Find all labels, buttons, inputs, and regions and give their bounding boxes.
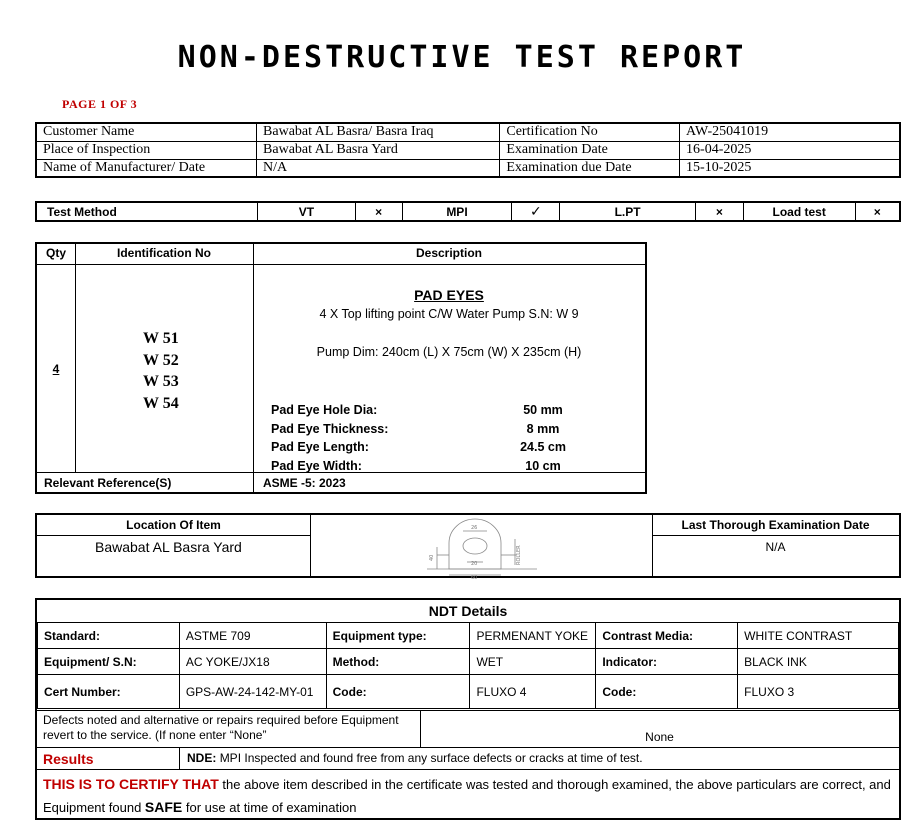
info-row xyxy=(36,159,900,177)
ndt-value: GPS-AW-24-142-MY-01 xyxy=(179,675,326,709)
method-vt-mark: × xyxy=(355,202,402,221)
id-item: W 53 xyxy=(143,373,179,390)
qty-value: 4 xyxy=(52,362,60,376)
ndt-value: PERMENANT YOKE xyxy=(470,623,596,649)
ndt-label: Equipment/ S.N: xyxy=(38,649,180,675)
ndt-label: Code: xyxy=(326,675,470,709)
ndt-label: Code: xyxy=(596,675,738,709)
ndt-value: FLUXO 4 xyxy=(470,675,596,709)
certify-safe: SAFE xyxy=(144,799,183,815)
svg-text:ROLLER: ROLLER xyxy=(516,545,522,565)
reference-label: Relevant Reference(S) xyxy=(44,476,172,490)
id-item: W 51 xyxy=(143,330,179,347)
results-label: Results xyxy=(43,751,94,767)
description-header: Description xyxy=(415,246,482,260)
ndt-value: WHITE CONTRAST xyxy=(738,623,899,649)
qty-header: Qty xyxy=(45,246,66,260)
svg-text:60: 60 xyxy=(471,575,478,581)
svg-text:20: 20 xyxy=(471,561,478,567)
info-value: Bawabat AL Basra Yard xyxy=(257,141,500,159)
spec-value: 50 mm xyxy=(523,403,563,417)
certify-statement xyxy=(43,773,893,819)
id-item: W 52 xyxy=(143,351,179,369)
info-label: Examination Date xyxy=(500,141,680,159)
ndt-table xyxy=(37,622,899,709)
info-row xyxy=(36,141,900,159)
description-line: 4 X Top lifting point C/W Water Pump S.N: W 9 xyxy=(319,307,579,321)
certify-text-end: for use at time of examination xyxy=(185,800,357,815)
ndt-value: FLUXO 3 xyxy=(738,675,899,709)
results-text xyxy=(187,751,643,765)
ndt-label: Cert Number: xyxy=(38,675,180,709)
info-label: Examination due Date xyxy=(500,159,680,177)
ndt-value: WET xyxy=(470,649,596,675)
ndt-label: Contrast Media: xyxy=(596,623,738,649)
info-value: N/A xyxy=(257,159,500,177)
method-load-mark: × xyxy=(855,202,900,221)
description-title: PAD EYES xyxy=(414,287,484,303)
spec-label: Pad Eye Length: xyxy=(271,440,369,455)
pad-eye-drawing-icon xyxy=(407,517,557,581)
svg-text:40: 40 xyxy=(429,554,435,561)
results-prefix: NDE: xyxy=(187,751,217,765)
results-description: MPI Inspected and found free from any surface defects or cracks at time of test. xyxy=(219,751,643,765)
location-value: Bawabat AL Basra Yard xyxy=(95,539,242,555)
ndt-details-section xyxy=(35,598,901,820)
info-table xyxy=(35,122,901,178)
ndt-label: Standard: xyxy=(38,623,180,649)
identification-list xyxy=(143,328,179,414)
method-mpi: MPI xyxy=(402,202,512,221)
ndt-value: ASTME 709 xyxy=(179,623,326,649)
ndt-label: Equipment type: xyxy=(326,623,470,649)
info-label: Certification No xyxy=(500,123,680,141)
info-label: Customer Name xyxy=(36,123,257,141)
ndt-row xyxy=(38,649,899,675)
test-method-table xyxy=(35,201,901,222)
ndt-row xyxy=(38,623,899,649)
ndt-title: NDT Details xyxy=(428,603,508,619)
info-row xyxy=(36,123,900,141)
id-item: W 54 xyxy=(143,394,179,412)
ndt-value: BLACK INK xyxy=(738,649,899,675)
svg-text:26: 26 xyxy=(471,525,478,531)
ndt-label: Method: xyxy=(326,649,470,675)
location-section xyxy=(35,513,901,581)
info-value: 15-10-2025 xyxy=(680,159,900,177)
spec-labels xyxy=(271,401,388,476)
info-label: Name of Manufacturer/ Date xyxy=(36,159,257,177)
spec-values xyxy=(493,401,593,476)
spec-value: 8 mm xyxy=(526,421,560,436)
info-value: Bawabat AL Basra/ Basra Iraq xyxy=(257,123,500,141)
last-exam-value: N/A xyxy=(765,540,786,554)
ndt-value: AC YOKE/JX18 xyxy=(179,649,326,675)
item-table xyxy=(35,242,647,494)
pump-dimensions: Pump Dim: 240cm (L) X 75cm (W) X 235cm (H) xyxy=(316,345,582,359)
method-lpt: L.PT xyxy=(560,202,696,221)
info-value: AW-25041019 xyxy=(680,123,900,141)
method-vt: VT xyxy=(258,202,356,221)
spec-label: Pad Eye Hole Dia: xyxy=(271,403,378,417)
defects-value: None xyxy=(645,730,674,744)
spec-label: Pad Eye Width: xyxy=(271,459,362,474)
reference-value: ASME -5: 2023 xyxy=(263,476,346,490)
ndt-label: Indicator: xyxy=(596,649,738,675)
method-load: Load test xyxy=(743,202,855,221)
method-lpt-mark: × xyxy=(695,202,743,221)
info-label: Place of Inspection xyxy=(36,141,257,159)
location-label: Location Of Item xyxy=(126,518,221,532)
certify-text: the above item described in the certificate was tested and thorough examined, the above particulars are correct, and Equipment found xyxy=(43,777,891,815)
info-value: 16-04-2025 xyxy=(680,141,900,159)
method-mpi-mark: ✓ xyxy=(512,202,560,221)
spec-value: 10 cm xyxy=(525,459,561,474)
test-method-label: Test Method xyxy=(36,202,258,221)
id-header: Identification No xyxy=(117,246,211,260)
defects-label: Defects noted and alternative or repairs required before Equipment revert to the service. (If none enter “None” xyxy=(43,713,399,742)
ndt-row xyxy=(38,675,899,709)
page-number: PAGE 1 OF 3 xyxy=(62,97,138,111)
spec-label: Pad Eye Thickness: xyxy=(271,421,389,436)
certify-heading: THIS IS TO CERTIFY THAT xyxy=(43,776,219,792)
report-title: NON-DESTRUCTIVE TEST REPORT xyxy=(177,40,747,75)
last-exam-label: Last Thorough Examination Date xyxy=(681,518,870,532)
spec-value: 24.5 cm xyxy=(520,440,566,455)
